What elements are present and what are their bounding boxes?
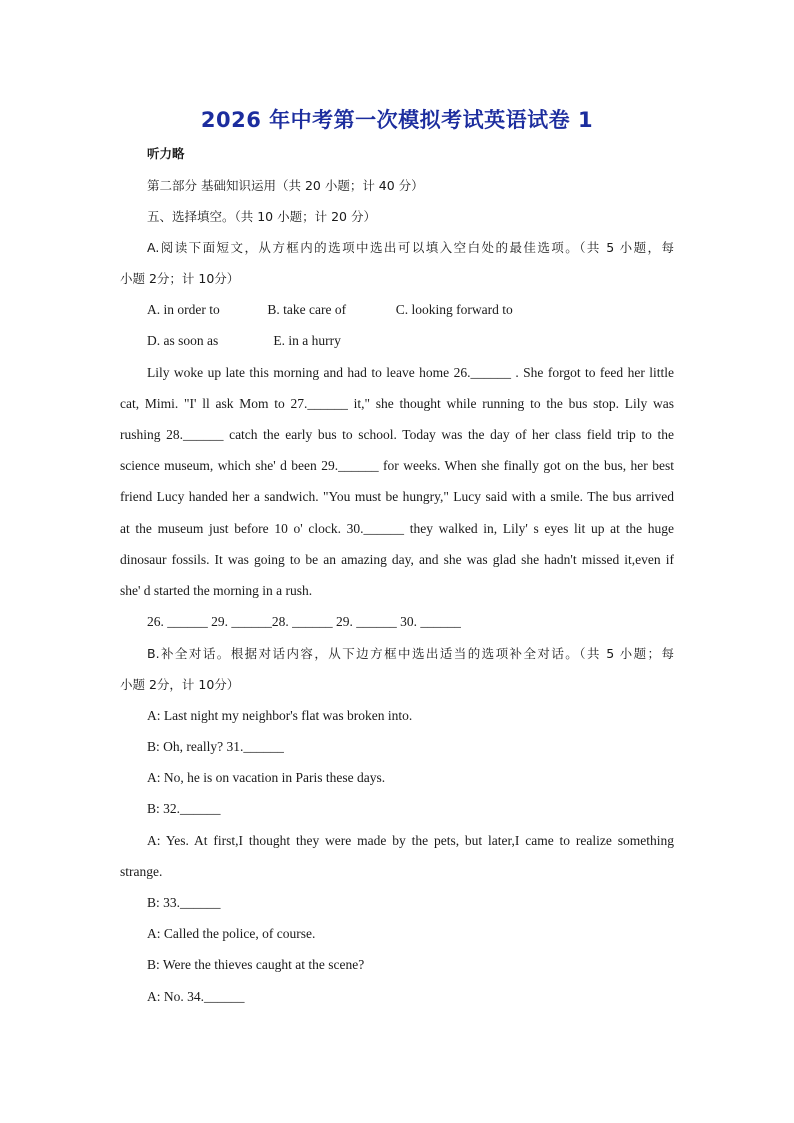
option-b: B. take care of <box>267 302 347 317</box>
option-c: C. looking forward to <box>395 302 513 317</box>
answer-blanks: 26. ______ 29. ______28. ______ 29. ______ 30. ______ <box>147 614 461 629</box>
passage-line: friend Lucy handed her a sandwich. "You must be hungry," Lucy said with a smile. The bus arrived <box>120 489 674 504</box>
section-five-heading: 五、选择填空。（共 10 小题；计 20 分） <box>147 209 376 224</box>
dialogue-line: strange. <box>120 864 163 879</box>
passage-line: cat, Mimi. "I' ll ask Mom to 27.______ it," she thought while running to the bus stop. Lily was <box>120 396 674 411</box>
option-d: D. as soon as <box>147 333 219 348</box>
dialogue-line: A: No. 34.______ <box>147 989 245 1004</box>
section-a-instruction-line2: 小题 2分；计 10分） <box>120 271 240 286</box>
dialogue-line: B: Oh, really? 31.______ <box>147 739 284 754</box>
dialogue-line: B: 32.______ <box>147 801 221 816</box>
exam-title: 2026 年中考第一次模拟考试英语试卷 1 <box>200 108 594 132</box>
section-a-instruction-line1: A.阅读下面短文，从方框内的选项中选出可以填入空白处的最佳选项。（共 5 小题，每 <box>147 240 674 255</box>
passage-line: Lily woke up late this morning and had to leave home 26.______ . She forgot to feed her little <box>147 365 674 380</box>
passage-line: science museum, which she' d been 29.______ for weeks. When she finally got on the bus, her best <box>120 458 674 473</box>
part-two-heading: 第二部分 基础知识运用（共 20 小题；计 40 分） <box>147 178 424 193</box>
dialogue-line: A: Called the police, of course. <box>147 926 316 941</box>
dialogue-line: A: Last night my neighbor's flat was broken into. <box>147 708 413 723</box>
listening-note: 听力略 <box>147 146 185 161</box>
passage-line: at the museum just before 10 o' clock. 30.______ they walked in, Lily' s eyes lit up at the huge <box>120 521 674 536</box>
options-row-2 <box>147 332 341 350</box>
passage-line: rushing 28.______ catch the early bus to school. Today was the day of her class field trip to the <box>120 427 674 442</box>
dialogue-line: A: Yes. At first,I thought they were made by the pets, but later,I came to realize something <box>147 833 674 848</box>
option-a: A. in order to <box>147 302 220 317</box>
options-row-1 <box>147 301 513 319</box>
section-b-instruction-line1: B.补全对话。根据对话内容，从下边方框中选出适当的选项补全对话。（共 5 小题；每 <box>147 646 674 661</box>
option-e: E. in a hurry <box>273 333 341 348</box>
passage-line: she' d started the morning in a rush. <box>120 583 313 598</box>
dialogue-line: B: Were the thieves caught at the scene? <box>147 957 365 972</box>
dialogue-line: A: No, he is on vacation in Paris these days. <box>147 770 386 785</box>
dialogue-line: B: 33.______ <box>147 895 221 910</box>
section-b-instruction-line2: 小题 2分，计 10分） <box>120 677 240 692</box>
passage-line: dinosaur fossils. It was going to be an amazing day, and she was glad she hadn't missed it,even if <box>120 552 674 567</box>
